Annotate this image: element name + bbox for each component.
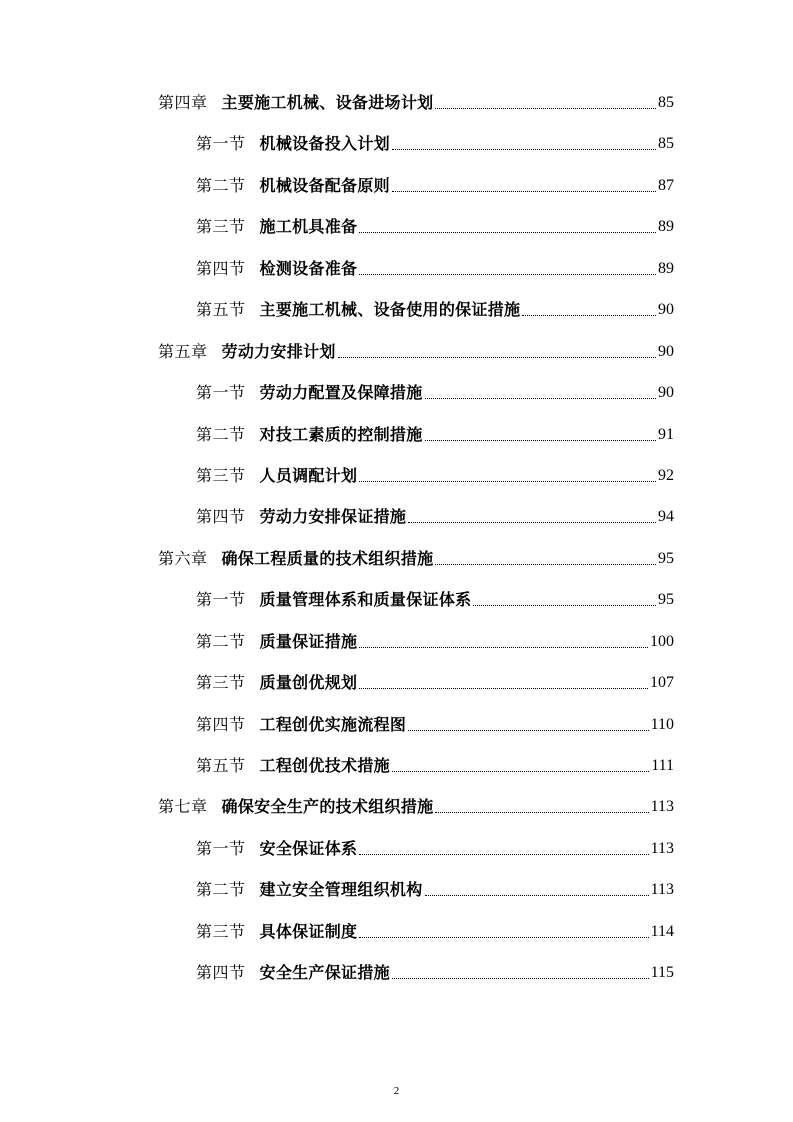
toc-entry-number: 第四节 bbox=[196, 507, 246, 527]
footer-page-number: 2 bbox=[393, 1085, 400, 1097]
toc-dot-leader bbox=[425, 383, 656, 403]
toc-dot-leader bbox=[392, 134, 656, 154]
toc-entry-number: 第四节 bbox=[196, 714, 246, 734]
toc-section-entry[interactable] bbox=[0, 632, 674, 673]
toc-section-entry[interactable] bbox=[0, 922, 674, 963]
toc-entry-page-number: 100 bbox=[650, 632, 674, 650]
toc-entry-title: 确保安全生产的技术组织措施 bbox=[221, 797, 434, 817]
toc-entry-title: 工程创优实施流程图 bbox=[259, 714, 407, 734]
toc-entry-number: 第三节 bbox=[196, 465, 246, 485]
toc-entry-number: 第四节 bbox=[196, 258, 246, 278]
toc-entry-page-number: 114 bbox=[650, 922, 674, 940]
toc-section-entry[interactable] bbox=[0, 880, 674, 921]
toc-entry-page-number: 94 bbox=[658, 508, 674, 526]
toc-chapter-entry[interactable] bbox=[0, 342, 674, 383]
toc-entry-page-number: 113 bbox=[650, 839, 674, 857]
toc-entry-title: 人员调配计划 bbox=[259, 465, 358, 485]
toc-dot-leader bbox=[359, 217, 656, 237]
toc-chapter-entry[interactable] bbox=[0, 549, 674, 590]
toc-entry-page-number: 87 bbox=[658, 176, 674, 194]
toc-entry-number: 第四节 bbox=[196, 963, 246, 983]
toc-section-entry[interactable] bbox=[0, 383, 674, 424]
toc-entry-number: 第一节 bbox=[196, 838, 246, 858]
toc-entry-page-number: 90 bbox=[658, 301, 674, 319]
toc-entry-title: 劳动力安排计划 bbox=[221, 341, 336, 361]
toc-section-entry[interactable] bbox=[0, 217, 674, 258]
toc-entry-page-number: 95 bbox=[658, 591, 674, 609]
toc-entry-number: 第七章 bbox=[158, 797, 208, 817]
toc-entry-page-number: 89 bbox=[658, 259, 674, 277]
toc-entry-title: 施工机具准备 bbox=[259, 217, 358, 237]
toc-entry-page-number: 90 bbox=[658, 384, 674, 402]
toc-entry-title: 主要施工机械、设备使用的保证措施 bbox=[259, 300, 521, 320]
toc-entry-page-number: 90 bbox=[658, 342, 674, 360]
toc-dot-leader bbox=[392, 756, 649, 776]
toc-entry-title: 安全生产保证措施 bbox=[259, 963, 390, 983]
toc-entry-number: 第三节 bbox=[196, 673, 246, 693]
toc-entry-page-number: 85 bbox=[658, 94, 674, 111]
toc-section-entry[interactable] bbox=[0, 259, 674, 300]
toc-entry-number: 第二节 bbox=[196, 631, 246, 651]
toc-entry-title: 主要施工机械、设备进场计划 bbox=[221, 93, 434, 112]
toc-dot-leader bbox=[392, 176, 656, 196]
toc-dot-leader bbox=[408, 507, 656, 527]
toc-entry-title: 质量管理体系和质量保证体系 bbox=[259, 590, 472, 610]
toc-entry-number: 第四章 bbox=[158, 93, 208, 112]
toc-entry-page-number: 111 bbox=[651, 757, 674, 774]
toc-dot-leader bbox=[359, 466, 656, 486]
toc-entry-title: 具体保证制度 bbox=[259, 921, 358, 941]
toc-section-entry[interactable] bbox=[0, 425, 674, 466]
toc-section-entry[interactable] bbox=[0, 590, 674, 631]
toc-entry-page-number: 89 bbox=[658, 218, 674, 236]
toc-dot-leader bbox=[425, 425, 656, 445]
toc-dot-leader bbox=[435, 93, 656, 113]
toc-entry-title: 确保工程质量的技术组织措施 bbox=[221, 548, 434, 568]
toc-entry-title: 劳动力安排保证措施 bbox=[259, 507, 407, 527]
toc-dot-leader bbox=[473, 590, 656, 610]
toc-dot-leader bbox=[408, 715, 648, 735]
toc-entry-title: 建立安全管理组织机构 bbox=[259, 880, 423, 900]
toc-dot-leader bbox=[359, 922, 648, 942]
toc-section-entry[interactable] bbox=[0, 963, 674, 1004]
toc-entry-page-number: 115 bbox=[650, 964, 674, 982]
toc-dot-leader bbox=[392, 963, 649, 983]
toc-section-entry[interactable] bbox=[0, 466, 674, 507]
toc-dot-leader bbox=[522, 300, 656, 320]
toc-dot-leader bbox=[338, 342, 656, 362]
toc-entry-number: 第二节 bbox=[196, 424, 246, 444]
toc-dot-leader bbox=[435, 549, 656, 569]
toc-entry-page-number: 113 bbox=[650, 881, 674, 899]
toc-section-entry[interactable] bbox=[0, 300, 674, 341]
toc-entry-number: 第一节 bbox=[196, 383, 246, 403]
toc-entry-page-number: 110 bbox=[650, 715, 674, 733]
toc-entry-title: 安全保证体系 bbox=[259, 838, 358, 858]
toc-entry-title: 质量创优规划 bbox=[259, 673, 358, 693]
toc-dot-leader bbox=[359, 259, 656, 279]
toc-entry-title: 机械设备配备原则 bbox=[259, 175, 390, 195]
table-of-contents bbox=[0, 93, 793, 1005]
toc-entry-title: 对技工素质的控制措施 bbox=[259, 424, 423, 444]
toc-chapter-entry[interactable] bbox=[0, 797, 674, 838]
toc-entry-number: 第五节 bbox=[196, 756, 246, 775]
toc-section-entry[interactable] bbox=[0, 176, 674, 217]
toc-entry-page-number: 91 bbox=[658, 425, 674, 443]
toc-dot-leader bbox=[435, 797, 648, 817]
toc-entry-title: 质量保证措施 bbox=[259, 631, 358, 651]
toc-section-entry[interactable] bbox=[0, 507, 674, 548]
toc-dot-leader bbox=[359, 839, 648, 859]
toc-entry-number: 第二节 bbox=[196, 175, 246, 195]
toc-entry-number: 第六章 bbox=[158, 548, 208, 568]
toc-entry-number: 第三节 bbox=[196, 217, 246, 237]
toc-entry-title: 劳动力配置及保障措施 bbox=[259, 383, 423, 403]
toc-entry-page-number: 113 bbox=[650, 798, 674, 816]
toc-entry-title: 工程创优技术措施 bbox=[259, 756, 390, 775]
toc-dot-leader bbox=[425, 880, 649, 900]
toc-entry-page-number: 107 bbox=[650, 674, 674, 692]
toc-section-entry[interactable] bbox=[0, 715, 674, 756]
toc-chapter-entry[interactable] bbox=[0, 93, 674, 134]
toc-dot-leader bbox=[359, 632, 648, 652]
toc-section-entry[interactable] bbox=[0, 756, 674, 797]
toc-entry-number: 第一节 bbox=[196, 590, 246, 610]
toc-dot-leader bbox=[359, 673, 648, 693]
toc-entry-page-number: 85 bbox=[658, 135, 674, 153]
toc-entry-number: 第二节 bbox=[196, 880, 246, 900]
toc-entry-number: 第一节 bbox=[196, 134, 246, 154]
toc-entry-number: 第五章 bbox=[158, 341, 208, 361]
toc-entry-page-number: 95 bbox=[658, 549, 674, 567]
toc-section-entry[interactable] bbox=[0, 839, 674, 880]
toc-entry-number: 第三节 bbox=[196, 921, 246, 941]
toc-entry-page-number: 92 bbox=[658, 466, 674, 484]
toc-section-entry[interactable] bbox=[0, 134, 674, 175]
toc-entry-title: 检测设备准备 bbox=[259, 258, 358, 278]
toc-entry-title: 机械设备投入计划 bbox=[259, 134, 390, 154]
toc-section-entry[interactable] bbox=[0, 673, 674, 714]
toc-entry-number: 第五节 bbox=[196, 300, 246, 320]
